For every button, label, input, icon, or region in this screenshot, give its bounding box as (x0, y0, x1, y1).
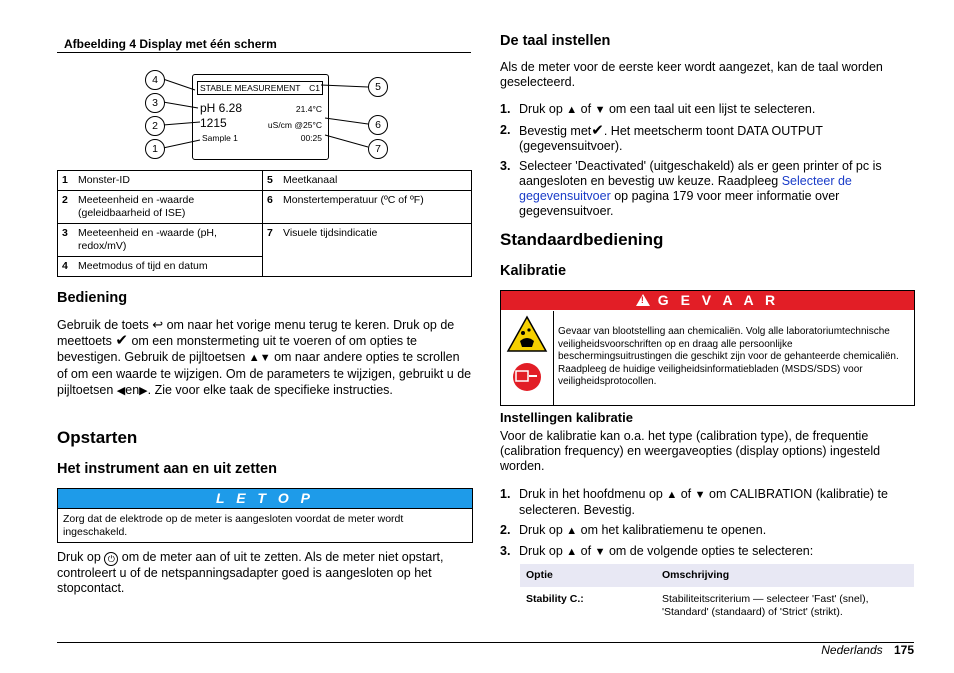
text: om naar het vorige menu terug te keren. Druk op de meettoets (57, 318, 455, 348)
legend-num: 4 (58, 257, 75, 277)
options-table (520, 564, 914, 625)
text: en (125, 383, 140, 397)
text: of (580, 544, 592, 558)
danger-box (500, 290, 915, 406)
right-arrow-icon: ▶ (139, 385, 148, 397)
callout-6: 6 (368, 115, 388, 135)
list-item (500, 544, 905, 560)
options-col-optie: Optie (520, 564, 656, 587)
option-description: Stabiliteitscriterium — selecteer 'Fast' (snel), 'Standard' (standaard) of 'Strict' (strikt). (662, 593, 869, 618)
subheading-kalibratie: Kalibratie (500, 263, 567, 279)
legend-row (58, 191, 472, 224)
warning-triangle-icon: ! (636, 294, 650, 306)
section-heading-bediening: Bediening (57, 290, 128, 306)
list-item (500, 487, 905, 518)
legend-num: 3 (58, 224, 75, 257)
text: om het kalibratiemenu te openen. (580, 523, 767, 537)
text: Druk op (519, 544, 563, 558)
page-number: 175 (893, 643, 914, 657)
danger-icon-cell (501, 311, 554, 405)
step-number: 2. (500, 123, 511, 137)
legend-row (58, 224, 472, 257)
lcd-screen (192, 74, 329, 160)
legend-text: Monstertemperatuur (ºC of ºF) (279, 191, 472, 224)
down-arrow-icon: ▼ (594, 104, 606, 116)
instellingen-intro: Voor de kalibratie kan o.a. het type (calibration type), de frequentie (calibration frequency) en weergaveopties (display options) ingesteld worden. (500, 429, 881, 473)
up-arrow-icon: ▲ (566, 104, 578, 116)
text: om de meter aan of uit te zetten. Als de meter niet opstart, controleert u of de netspanningsadapter goed is aangesloten op het stopcontact. (57, 550, 444, 595)
up-arrow-icon: ▲ (566, 525, 578, 537)
danger-title-bar (501, 291, 914, 310)
callout-5: 5 (368, 77, 388, 97)
legend-num: 7 (263, 224, 280, 277)
text: om naar andere opties te scrollen of om een waarde te wijzigen. Om de parameters te wijzigen, gebruikt u de pijltoetsen (57, 350, 472, 397)
footer (821, 643, 914, 657)
legend-row (58, 171, 472, 191)
list-item (500, 123, 900, 154)
up-arrow-icon: ▲ (566, 546, 578, 558)
text: Gebruik de toets (57, 318, 149, 332)
lcd-main-value: pH 6.28 (200, 101, 243, 115)
down-arrow-icon: ▼ (594, 546, 606, 558)
list-item (500, 523, 905, 539)
text: of (680, 487, 692, 501)
chemical-hazard-icon (501, 311, 553, 405)
text: om CALIBRATION (kalibratie) te selecteren. Bevestig. (519, 487, 888, 517)
legend-text: Monster-ID (74, 171, 263, 191)
text: op pagina 179 voor meer informatie over gegevensuitvoer. (519, 189, 840, 218)
lcd-sample-id: Sample 1 (202, 133, 238, 143)
checkmark-icon: ✔ (591, 122, 604, 139)
lcd-secondary-unit: uS/cm @25°C (267, 120, 322, 130)
notice-text: Zorg dat de elektrode op de meter is aangesloten voordat de meter wordt ingeschakeld. (58, 508, 472, 543)
danger-title: G E V A A R (657, 292, 780, 308)
checkmark-icon: ✔ (115, 332, 128, 349)
taal-steps (500, 102, 900, 224)
callout-4: 4 (145, 70, 165, 90)
power-paragraph (57, 550, 473, 596)
lcd-time: 00:25 (300, 133, 322, 143)
bediening-paragraph (57, 317, 473, 399)
callout-3: 3 (145, 93, 165, 113)
text: Druk in het hoofdmenu op (519, 487, 663, 501)
text: Selecteer 'Deactivated' (uitgeschakeld) als er geen printer of pc is aangesloten en bevestig uw keuze. Raadpleeg (519, 159, 882, 188)
lcd-secondary-value: 1215 (200, 116, 227, 130)
callout-7: 7 (368, 139, 388, 159)
taal-intro: Als de meter voor de eerste keer wordt aangezet, kan de taal worden geselecteerd. (500, 60, 883, 89)
text: of (580, 102, 592, 116)
lcd-top-line (197, 81, 323, 95)
text: om de volgende opties te selecteren: (608, 544, 814, 558)
lcd-status: STABLE MEASUREMENT (200, 83, 301, 93)
list-item (500, 159, 900, 219)
legend-text: Meeteenheid en -waarde (geleidbaarheid of ISE) (74, 191, 263, 224)
legend-num: 5 (263, 171, 280, 191)
legend-text: Meeteenheid en -waarde (pH, redox/mV) (74, 224, 263, 257)
danger-text: Gevaar van blootstelling aan chemicaliën. Volg alle laboratoriumtechnische veiligheidsvoorschriften op en draag alle persoonlijke beschermingsuitrustingen die geschikt zijn voor de gehanteerde chemicaliën. Raadpleeg de huidige veiligheidsinformatiebladen (MSDS/SDS) voor veiligheidsprotocollen. (558, 326, 899, 387)
section-heading-taal: De taal instellen (500, 33, 611, 49)
text: om een monstermeting uit te voeren of om opties te bevestigen. Gebruik de pijltoetsen (57, 334, 418, 364)
lcd-temperature: 21.4°C (295, 104, 322, 114)
left-arrow-icon: ◀ (116, 385, 126, 397)
text: om een taal uit een lijst te selecteren. (608, 102, 816, 116)
callout-1: 1 (145, 139, 165, 159)
caption-rule (57, 52, 471, 53)
section-heading-standaard: Standaardbediening (500, 230, 664, 249)
text: . Zie voor elke taak de specifieke instructies. (147, 383, 393, 397)
legend-num: 6 (263, 191, 280, 224)
subheading-aan-uit: Het instrument aan en uit zetten (57, 461, 277, 477)
notice-box (57, 488, 473, 543)
legend-num: 2 (58, 191, 75, 224)
legend-text: Meetkanaal (279, 171, 472, 191)
footer-rule (57, 642, 914, 643)
text: Bevestig met (519, 124, 592, 138)
up-arrow-icon: ▲ (248, 352, 260, 364)
down-arrow-icon: ▼ (259, 352, 271, 364)
data-output-link[interactable]: Selecteer de gegevensuitvoer (519, 174, 852, 203)
notice-title: L E T O P (58, 489, 472, 508)
step-number: 1. (500, 102, 511, 116)
text: Druk op (57, 550, 101, 564)
callout-2: 2 (145, 116, 165, 136)
up-arrow-icon: ▲ (666, 489, 678, 501)
step-number: 3. (500, 544, 511, 558)
options-header-row (520, 564, 914, 587)
legend-table (57, 170, 472, 277)
section-heading-opstarten: Opstarten (57, 428, 138, 447)
option-name: Stability C.: (526, 593, 584, 605)
text: . Het meetscherm toont DATA OUTPUT (gegevensuitvoer). (519, 124, 823, 153)
footer-language: Nederlands (821, 643, 883, 657)
table-row (520, 587, 914, 625)
legend-num: 1 (58, 171, 75, 191)
lcd-channel: C1 (309, 83, 320, 93)
step-number: 2. (500, 523, 511, 537)
step-number: 3. (500, 159, 511, 173)
subheading-instellingen: Instellingen kalibratie (500, 410, 633, 425)
text: Druk op (519, 102, 563, 116)
power-icon: ⏻ (104, 552, 118, 566)
text: Druk op (519, 523, 563, 537)
step-number: 1. (500, 487, 511, 501)
legend-text: Meetmodus of tijd en datum (74, 257, 263, 277)
list-item (500, 102, 900, 118)
options-col-omschrijving: Omschrijving (656, 564, 914, 587)
down-arrow-icon: ▼ (694, 489, 706, 501)
figure-caption: Afbeelding 4 Display met één scherm (64, 37, 277, 51)
kalibratie-steps (500, 487, 905, 565)
legend-text: Visuele tijdsindicatie (279, 224, 472, 277)
back-arrow-icon: ↩ (152, 317, 164, 332)
